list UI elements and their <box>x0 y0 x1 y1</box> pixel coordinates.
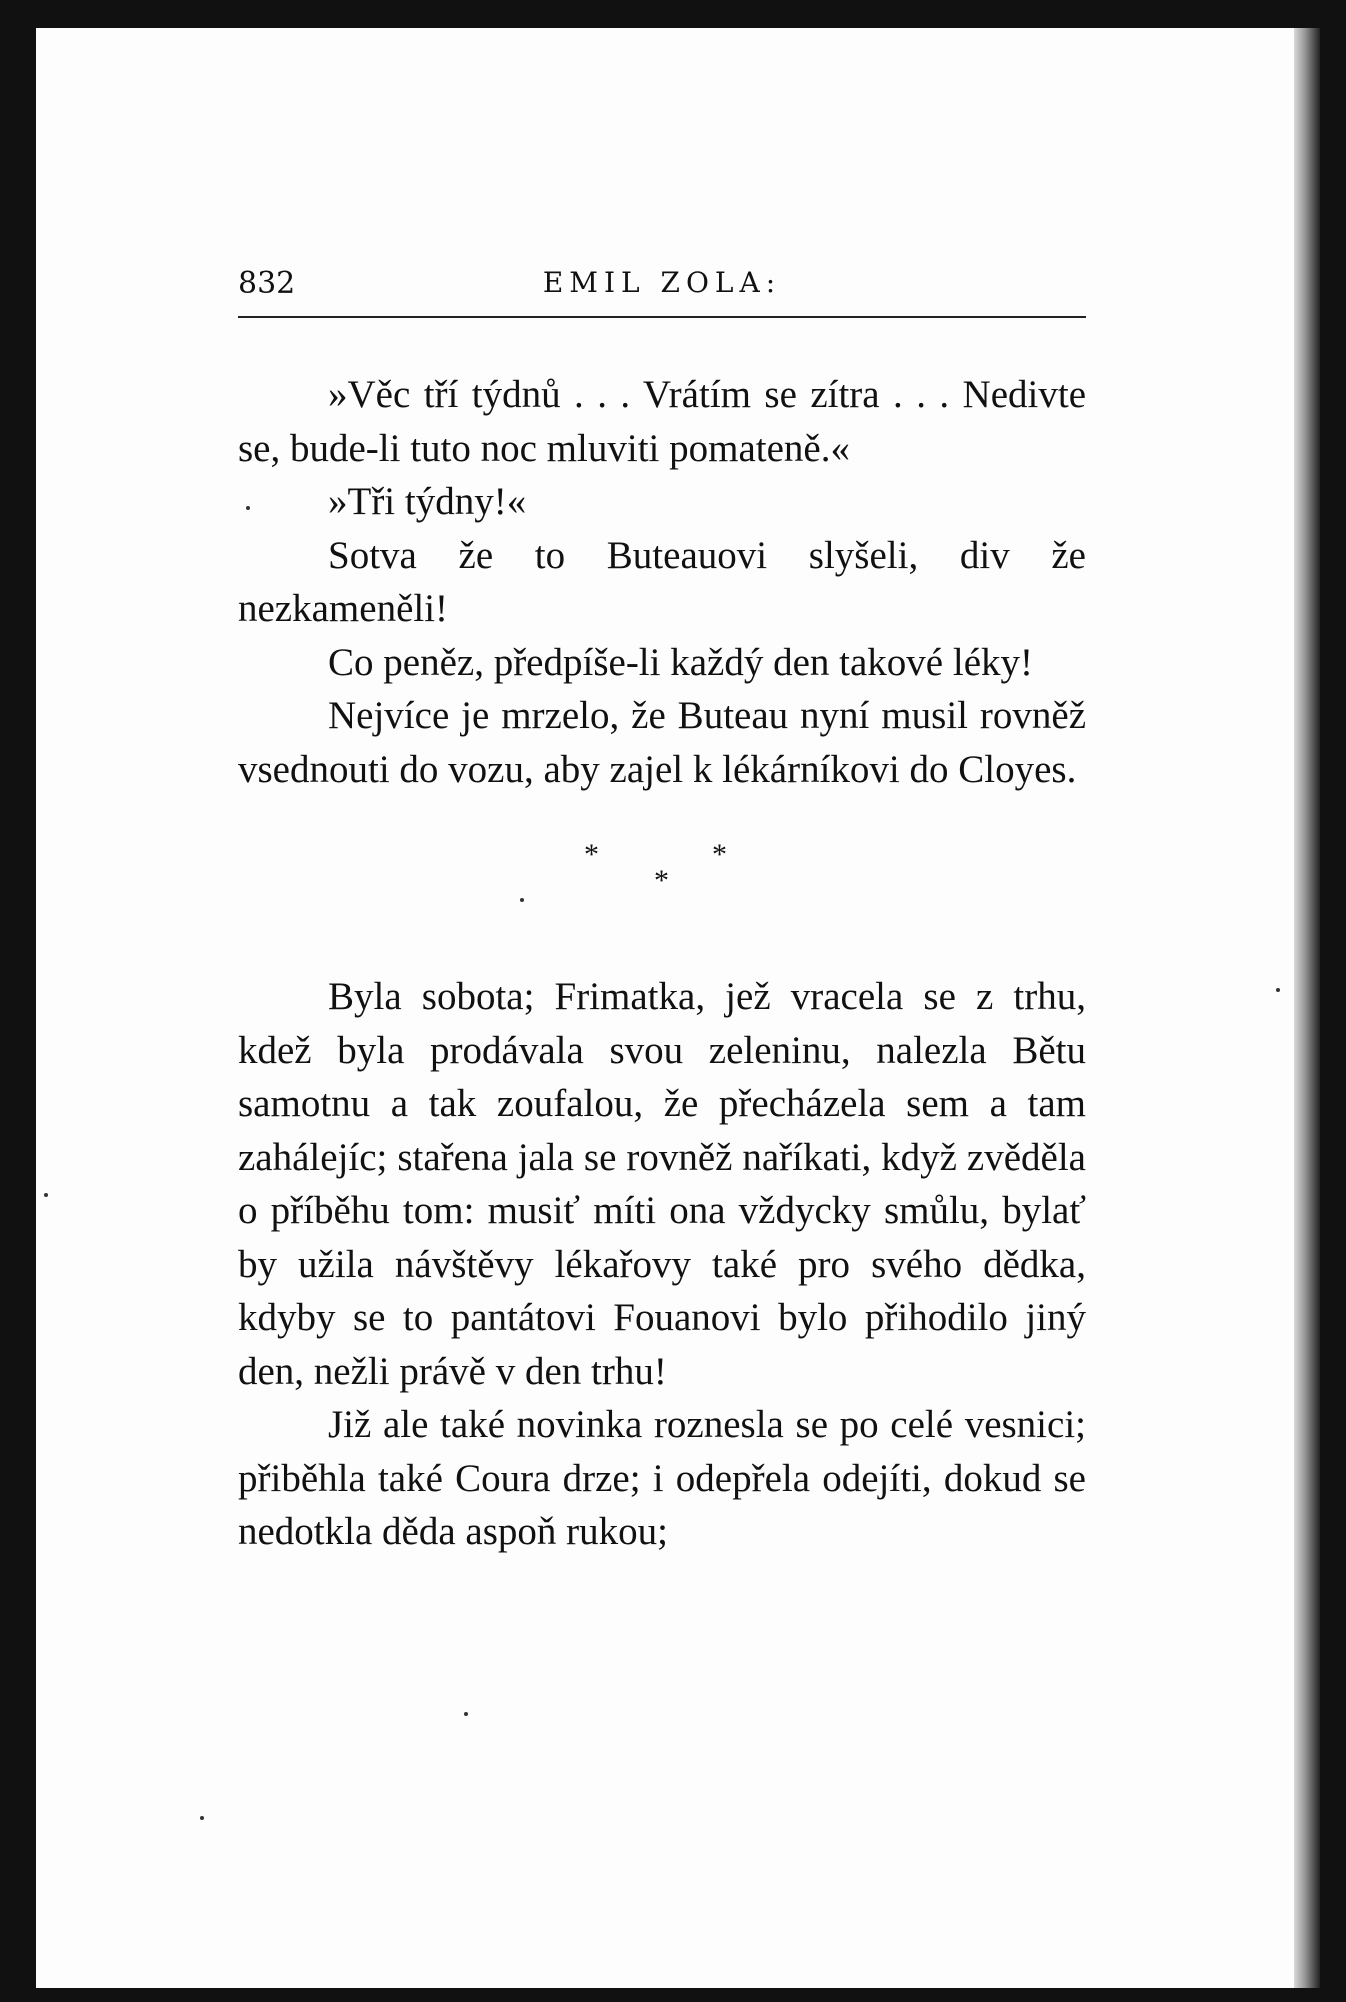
paragraph: Nejvíce je mrzelo, že Buteau nyní musil rovněž vsednouti do vozu, aby zajel k lékárníkovi do Cloyes. <box>238 694 1086 791</box>
page-number: 832 <box>238 266 296 301</box>
scan-speck <box>520 898 524 902</box>
scan-speck <box>246 506 250 510</box>
paragraph: Byla sobota; Frimatka, jež vracela se z trhu, kdež byla prodávala svou zeleninu, nalezla Bětu samotnu a tak zoufalou, že přecházela sem a tam zahálejíc; stařena jala se rovněž naříkati, když zvěděla o příběhu tom: musiť míti ona vždycky smůlu, bylať by užila návštěvy lékařovy také pro svého dědka, kdyby se to pantátovi Fouanovi bylo přihodilo jiný den, nežli právě v den trhu! <box>238 975 1086 1393</box>
asterisk-icon: * <box>712 838 727 871</box>
paragraph: Již ale také novinka roznesla se po celé vesnici; přiběhla také Coura drze; i odepřela odejíti, dokud se nedotkla děda aspoň rukou; <box>238 1403 1086 1553</box>
book-spine-edge <box>1294 28 1320 1988</box>
scan-speck <box>44 1193 48 1197</box>
body-text <box>238 368 1086 1559</box>
scan-speck <box>200 1816 204 1820</box>
paragraph: Sotva že to Buteauovi slyšeli, div že nezkameněli! <box>238 533 1086 630</box>
scan-speck <box>464 1712 468 1716</box>
paragraph: »Tři týdny!« <box>328 480 527 523</box>
asterisk-icon: * <box>584 838 599 871</box>
paragraph: »Věc tří týdnů . . . Vrátím se zítra . . . Nedivte se, bude-li tuto noc mluviti pomateně.« <box>238 373 1086 470</box>
paragraph: Co peněz, předpíše-li každý den takové léky! <box>328 640 1033 684</box>
scan-speck <box>1276 988 1280 992</box>
page-header <box>238 258 1086 318</box>
running-head: EMIL ZOLA: <box>542 266 782 299</box>
section-separator <box>238 820 1086 970</box>
asterisk-icon: * <box>654 864 669 897</box>
book-page <box>36 28 1320 1988</box>
